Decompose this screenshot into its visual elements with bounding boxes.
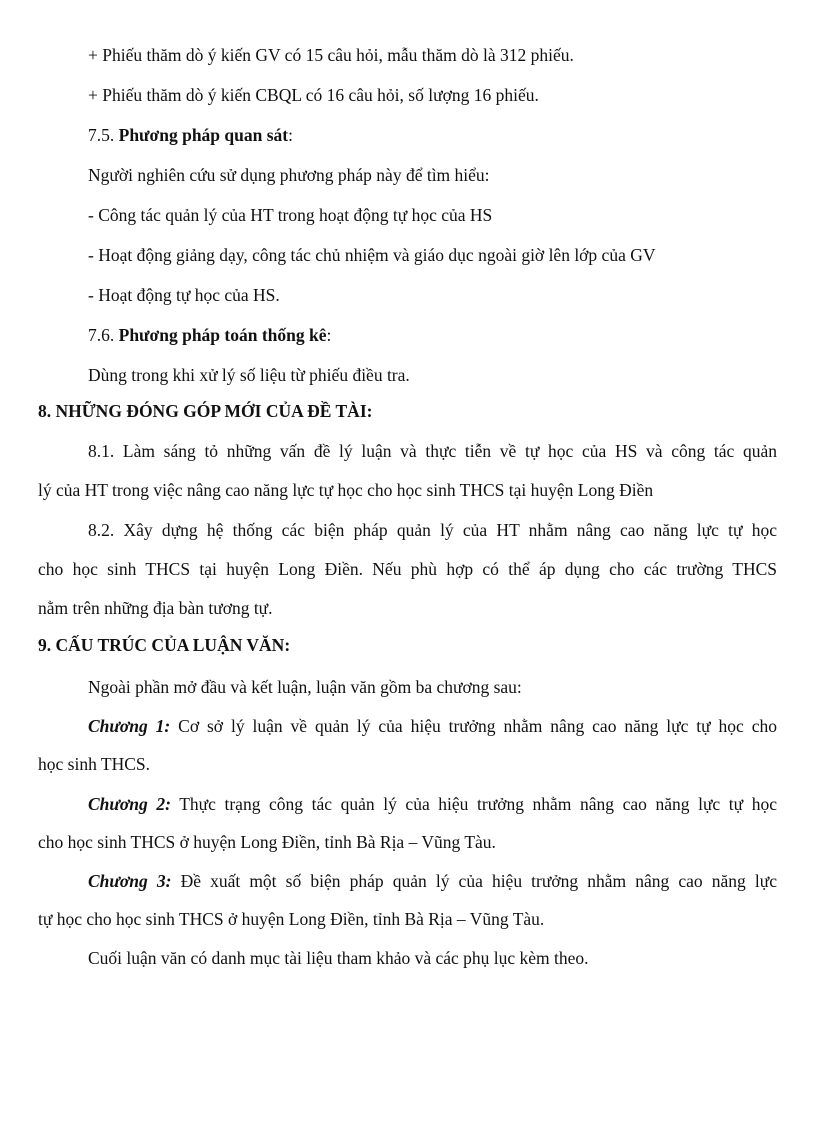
chapter-1-line-2: học sinh THCS. [38, 754, 150, 774]
chapter-2-line-2: cho học sinh THCS ở huyện Long Điền, tỉnh Bà Rịa – Vũng Tàu. [38, 832, 496, 852]
section-8-2-line-3: nằm trên những địa bàn tương tự. [38, 598, 273, 618]
chapter-1-label: Chương 1: [88, 716, 171, 736]
section-9-closing: Cuối luận văn có danh mục tài liệu tham khảo và các phụ lục kèm theo. [88, 948, 589, 968]
section-7-6-colon: : [326, 325, 332, 345]
section-8-2-line-1: 8.2. Xây dựng hệ thống các biện pháp quản lý của HT nhằm nâng cao năng lực tự học [88, 520, 777, 540]
section-9-heading: 9. CẤU TRÚC CỦA LUẬN VĂN: [38, 635, 291, 655]
section-7-5-item-2: - Hoạt động giảng dạy, công tác chủ nhiệm và giáo dục ngoài giờ lên lớp của GV [88, 245, 656, 265]
chapter-3-line-2: tự học cho học sinh THCS ở huyện Long Điền, tỉnh Bà Rịa – Vũng Tàu. [38, 909, 545, 929]
chapter-3-text: Đề xuất một số biện pháp quản lý của hiệu trưởng nhằm nâng cao năng lực [171, 871, 777, 891]
section-7-5-intro: Người nghiên cứu sử dụng phương pháp này để tìm hiểu: [88, 165, 490, 185]
chapter-1-text: Cơ sở lý luận về quản lý của hiệu trưởng nhằm nâng cao năng lực tự học cho [170, 716, 777, 736]
survey-cbql-line: + Phiếu thăm dò ý kiến CBQL có 16 câu hỏi, số lượng 16 phiếu. [88, 85, 539, 105]
chapter-1-line-1 [88, 715, 777, 737]
section-7-6-body: Dùng trong khi xử lý số liệu từ phiếu điều tra. [88, 365, 410, 385]
chapter-2-text: Thực trạng công tác quản lý của hiệu trưởng nhằm nâng cao năng lực tự học [170, 794, 777, 814]
section-7-6-heading [88, 324, 331, 346]
section-7-5-item-3: - Hoạt động tự học của HS. [88, 285, 280, 305]
section-8-heading [38, 400, 372, 422]
section-8-number: 8 [38, 401, 47, 421]
section-7-5-number: 7.5. [88, 125, 119, 145]
section-9-intro: Ngoài phần mở đầu và kết luận, luận văn gồm ba chương sau: [88, 677, 522, 697]
section-7-5-title: Phương pháp quan sát [118, 125, 289, 145]
section-7-5-colon: : [288, 125, 294, 145]
section-7-6-number: 7.6. [88, 325, 119, 345]
section-7-6-title: Phương pháp toán thống kê [118, 325, 327, 345]
section-8-title: . NHỮNG ĐÓNG GÓP MỚI CỦA ĐỀ TÀI: [46, 401, 373, 421]
chapter-3-label: Chương 3: [88, 871, 172, 891]
section-8-1-line-1: 8.1. Làm sáng tỏ những vấn đề lý luận và thực tiễn về tự học của HS và công tác quản [88, 441, 777, 461]
survey-gv-line: + Phiếu thăm dò ý kiến GV có 15 câu hỏi, mẫu thăm dò là 312 phiếu. [88, 45, 574, 65]
section-7-5-heading [88, 124, 293, 146]
section-8-1-line-2: lý của HT trong việc nâng cao năng lực tự học cho học sinh THCS tại huyện Long Điền [38, 480, 654, 500]
section-7-5-item-1: - Công tác quản lý của HT trong hoạt động tự học của HS [88, 205, 493, 225]
section-8-2-line-2: cho học sinh THCS tại huyện Long Điền. Nếu phù hợp có thể áp dụng cho các trường THCS [38, 559, 777, 579]
chapter-2-label: Chương 2: [88, 794, 171, 814]
chapter-2-line-1 [88, 793, 777, 815]
chapter-3-line-1 [88, 870, 777, 892]
